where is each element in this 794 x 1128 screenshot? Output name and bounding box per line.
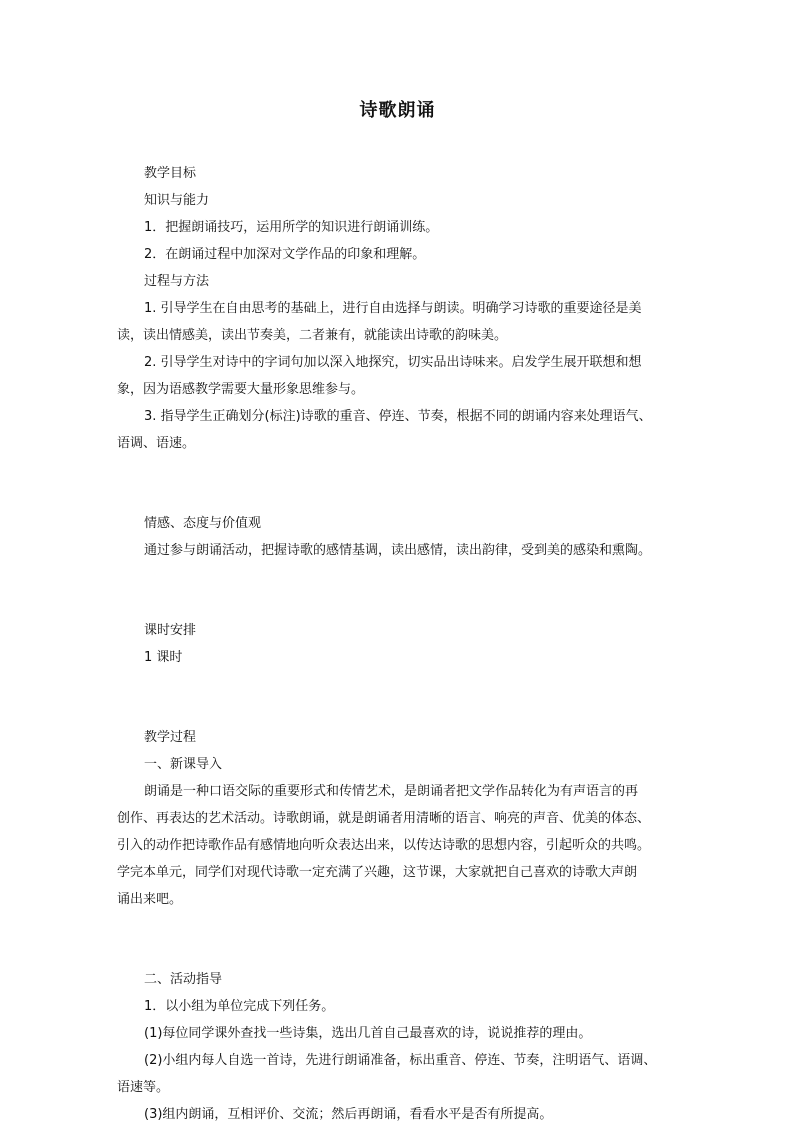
text-line: 教学目标 xyxy=(144,166,197,181)
text-line: 朗诵是一种口语交际的重要形式和传情艺术，是朗诵者把文学作品转化为有声语言的再 xyxy=(144,784,639,799)
paragraph-gap xyxy=(117,470,678,497)
text-line: 1 课时 xyxy=(144,650,183,665)
document-title: 诗歌朗诵 xyxy=(359,100,436,121)
text-line: 知识与能力 xyxy=(144,193,210,208)
text-line: (2)小组内每人自选一首诗，先进行朗诵准备，标出重音、停连、节奏，注明语气、语调、 xyxy=(144,1053,657,1068)
text-line: 引入的动作把诗歌作品有感情地向听众表达出来，以传达诗歌的思想内容，引起听众的共鸣。 xyxy=(117,838,651,853)
text-line: 语速等。 xyxy=(117,1080,170,1095)
text-line: (3)组内朗诵，互相评价、交流；然后再朗诵，看看水平是否有所提高。 xyxy=(144,1107,553,1122)
text-line: 情感、态度与价值观 xyxy=(144,516,262,531)
paragraph-gap xyxy=(117,926,678,953)
paragraph-gap xyxy=(117,577,678,604)
text-line: 2．在朗诵过程中加深对文学作品的印象和理解。 xyxy=(144,247,426,262)
text-line: 过程与方法 xyxy=(144,274,210,289)
text-line: 1．以小组为单位完成下列任务。 xyxy=(144,999,335,1014)
paragraph-gap xyxy=(117,684,678,711)
text-line: 学完本单元，同学们对现代诗歌一定充满了兴趣，这节课，大家就把自己喜欢的诗歌大声朗 xyxy=(117,865,638,880)
text-line: 一、新课导入 xyxy=(144,757,223,772)
text-line: 1. 引导学生在自由思考的基础上，进行自由选择与朗读。明确学习诗歌的重要途径是美 xyxy=(144,301,642,316)
text-line: 创作、再表达的艺术活动。诗歌朗诵，就是朗诵者用清晰的语言、响亮的声音、优美的体态、 xyxy=(117,811,651,826)
text-line: 诵出来吧。 xyxy=(117,892,183,907)
text-line: 课时安排 xyxy=(144,623,197,638)
text-line: 语调、语速。 xyxy=(117,436,196,451)
text-line: 1．把握朗诵技巧，运用所学的知识进行朗诵训练。 xyxy=(144,220,439,235)
text-line: 通过参与朗诵活动，把握诗歌的感情基调，读出感情，读出韵律，受到美的感染和熏陶。 xyxy=(144,543,652,558)
text-line: (1)每位同学课外查找一些诗集，选出几首自己最喜欢的诗，说说推荐的理由。 xyxy=(144,1026,592,1041)
text-line: 象，因为语感教学需要大量形象思维参与。 xyxy=(117,382,365,397)
text-line: 二、活动指导 xyxy=(144,972,223,987)
text-line: 教学过程 xyxy=(144,730,197,745)
document-body xyxy=(117,160,678,1128)
text-line: 2. 引导学生对诗中的字词句加以深入地探究，切实品出诗味来。启发学生展开联想和想 xyxy=(144,355,642,370)
text-line: 读，读出情感美，读出节奏美，二者兼有，就能读出诗歌的韵味美。 xyxy=(117,328,508,343)
text-line: 3. 指导学生正确划分(标注)诗歌的重音、停连、节奏，根据不同的朗诵内容来处理语气、 xyxy=(144,409,652,424)
